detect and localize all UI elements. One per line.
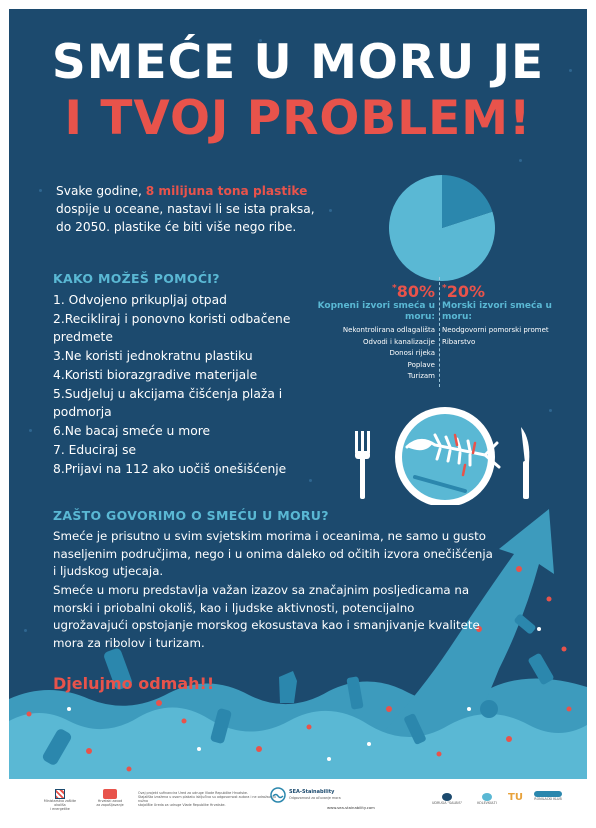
why-heading: ZAŠTO GOVORIMO O SMEĆU U MORU? bbox=[53, 508, 329, 523]
hzz-icon bbox=[103, 789, 117, 799]
ministry-name-2: i energetike bbox=[50, 807, 70, 811]
stat-sea-list bbox=[442, 325, 572, 348]
list-item: Ribarstvo bbox=[442, 337, 476, 346]
partner-logo-kolevkulti bbox=[470, 793, 504, 805]
list-item: Nekontrolirana odlagališta bbox=[342, 326, 435, 334]
intro-text-end: dospije u oceane, nastavi li se ista praksa, do 2050. plastike će biti više nego ribe. bbox=[56, 202, 315, 234]
list-item: Turizam bbox=[407, 372, 435, 380]
list-item: 7. Educiraj se bbox=[53, 443, 137, 457]
website-url[interactable]: www.sea-stainability.com bbox=[327, 805, 375, 810]
stat-sea-percent: *20% bbox=[442, 282, 486, 301]
call-to-action: Djelujmo odmah!! bbox=[53, 674, 215, 693]
title-line-2: I TVOJ PROBLEM! bbox=[64, 91, 532, 146]
hzz-logo bbox=[92, 789, 128, 807]
list-item: 1. Odvojeno prikupljaj otpad bbox=[53, 293, 227, 307]
stat-divider bbox=[439, 277, 440, 387]
salbis-icon bbox=[442, 793, 452, 801]
spray-bottle-icon bbox=[279, 671, 297, 703]
coat-of-arms-icon bbox=[55, 789, 65, 799]
footer bbox=[0, 779, 596, 828]
why-paragraph-2: Smeće u moru predstavlja važan izazov sa značajnim posljedicama na morski i priobalni okoliš, kao i ljudske aktivnosti, potencijalno ugrožavajući opstojanje morskog ekosustava kao i smanjivanje kvalitete mora za ribolov i turizam. bbox=[53, 583, 480, 650]
list-item: 5.Sudjeluj u akcijama čišćenja plaža i podmorja bbox=[53, 387, 283, 419]
list-item: Donosi rijeka bbox=[389, 349, 435, 357]
partner-logo-tu: TU bbox=[508, 792, 523, 803]
stat-land-caption: Kopneni izvori smeća u moru: bbox=[317, 301, 435, 322]
partner-name: RONILAČKI KLUB bbox=[534, 797, 562, 801]
poster bbox=[9, 9, 587, 779]
stat-sea-caption: Morski izvori smeća u moru: bbox=[442, 301, 552, 322]
wave-logo-icon bbox=[270, 787, 286, 803]
stat-land bbox=[313, 282, 435, 383]
stat-land-list bbox=[313, 325, 435, 383]
ministry-name-1: Ministarstvo zaštite okoliša bbox=[43, 799, 77, 807]
title-line-1: SMEĆE U MORU JE bbox=[51, 35, 545, 90]
help-list bbox=[53, 291, 333, 479]
partner-logo-salbis bbox=[432, 793, 462, 805]
list-item: 3.Ne koristi jednokratnu plastiku bbox=[53, 349, 253, 363]
stat-sea bbox=[442, 282, 572, 348]
hzz-name-1: Hrvatski zavod bbox=[97, 799, 123, 803]
list-item: 4.Koristi biorazgradive materijale bbox=[53, 368, 258, 382]
partner-logo-dive-club bbox=[528, 791, 568, 801]
intro-text bbox=[56, 182, 316, 236]
list-item: 6.Ne bacaj smeće u more bbox=[53, 424, 211, 438]
disclaimer-line-3: stajalište Ureda za udruge Vlade Republike Hrvatske. bbox=[138, 803, 226, 807]
disclaimer bbox=[138, 791, 278, 807]
partner-name: KOLEVKULTI bbox=[477, 801, 497, 805]
plate-fish-illustration bbox=[345, 395, 545, 505]
project-name: SEA-Stainability bbox=[289, 789, 335, 795]
fork-icon bbox=[355, 431, 370, 499]
list-item: Poplave bbox=[407, 360, 435, 369]
stat-land-percent: *80% bbox=[391, 282, 435, 301]
ministry-logo bbox=[40, 789, 80, 811]
list-item: Odvodi i kanalizacije bbox=[362, 337, 435, 346]
partner-name: UDRUGA "SALBIS" bbox=[432, 801, 463, 805]
kolevkulti-icon bbox=[482, 793, 492, 801]
hzz-name-2: za zapošljavanje bbox=[96, 803, 124, 807]
intro-text-start: Svake godine, bbox=[56, 184, 146, 198]
list-item: Neodgovorni pomorski promet bbox=[442, 326, 549, 334]
intro-highlight: 8 milijuna tona plastike bbox=[145, 184, 308, 198]
bag-icon bbox=[480, 700, 498, 718]
help-heading: KAKO MOŽEŠ POMOĆI? bbox=[53, 271, 220, 286]
disclaimer-line-2: Stajališta izražena u ovom plakatu isključiva su odgovornost autora i ne odražavaju nužno bbox=[138, 795, 276, 803]
list-item: 8.Prijavi na 112 ako uočiš onešišćenje bbox=[53, 462, 287, 476]
project-subtitle: Odgovornost za očuvanje mora bbox=[289, 796, 341, 800]
why-paragraph-1: Smeće je prisutno u svim svjetskim morima i oceanima, ne samo u gusto naseljenim područjima, nego i u onima daleko od očitih izvora onečišćenja i ljudskog utjecaja. bbox=[53, 529, 493, 578]
list-item: 2.Recikliraj i ponovno koristi odbačene predmete bbox=[53, 312, 291, 344]
disclaimer-line-1: Ovaj projekt sufinancira Ured za udruge Vlade Republike Hrvatske. bbox=[138, 791, 249, 795]
knife-icon bbox=[521, 427, 529, 499]
pie-chart bbox=[387, 173, 497, 283]
